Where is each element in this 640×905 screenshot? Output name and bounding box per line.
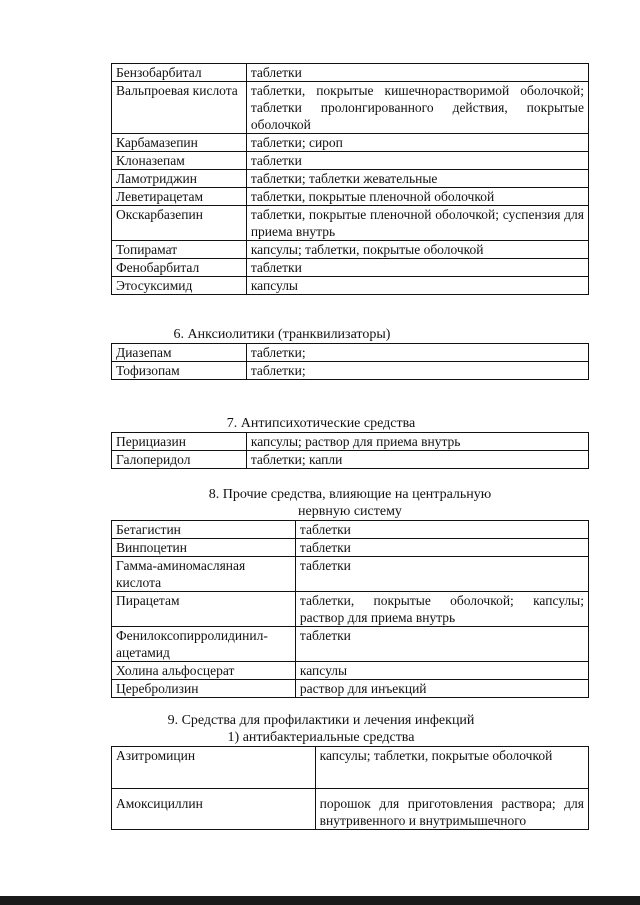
section-8-title: 8. Прочие средства, влияющие на центральную нервную систему (208, 487, 492, 519)
drug-form: капсулы; таблетки, покрытые оболочкой (315, 747, 588, 789)
drug-form: таблетки; сироп (246, 134, 588, 152)
drug-name: Холина альфосцерат (112, 662, 296, 680)
table-row (112, 188, 589, 206)
drug-name: Винпоцетин (112, 539, 296, 557)
drug-form: таблетки (295, 557, 588, 592)
section-9-title: 9. Средства для профилактики и лечения инфекций (167, 713, 475, 728)
drug-name: Гамма-аминомасляная кислота (112, 557, 296, 592)
anticonvulsants-table (111, 63, 589, 295)
drug-form: таблетки; (246, 344, 588, 362)
drug-name: Бензобарбитал (112, 64, 247, 82)
table-row (112, 662, 589, 680)
drug-name: Вальпроевая кислота (112, 82, 247, 134)
drug-name: Ламотриджин (112, 170, 247, 188)
drug-form: таблетки; таблетки жевательные (246, 170, 588, 188)
drug-form: капсулы (295, 662, 588, 680)
drug-form: капсулы (246, 277, 588, 295)
table-row (112, 627, 589, 662)
section-9-table (111, 746, 589, 830)
table-row (112, 152, 589, 170)
table-row (112, 521, 589, 539)
drug-name: Диазепам (112, 344, 247, 362)
drug-form: таблетки, покрытые оболочкой; капсулы; раствор для приема внутрь (295, 592, 588, 627)
section-9-subtitle: 1) антибактериальные средства (227, 730, 415, 745)
drug-form: таблетки (246, 259, 588, 277)
drug-form: таблетки (295, 539, 588, 557)
drug-form: таблетки; (246, 362, 588, 380)
scan-edge-bar (0, 896, 640, 905)
drug-form: таблетки; капли (246, 451, 588, 469)
table-row (112, 433, 589, 451)
table-row (112, 680, 589, 698)
drug-name: Карбамазепин (112, 134, 247, 152)
drug-name: Тофизопам (112, 362, 247, 380)
drug-name: Амоксициллин (112, 789, 316, 830)
drug-name: Пирацетам (112, 592, 296, 627)
table-row (112, 747, 589, 789)
drug-form: таблетки, покрытые кишечнорастворимой оболочкой; таблетки пролонгированного действия, покрытые оболочкой (246, 82, 588, 134)
drug-form: раствор для инъекций (295, 680, 588, 698)
drug-form: таблетки, покрытые пленочной оболочкой; суспензия для приема внутрь (246, 206, 588, 241)
drug-name: Топирамат (112, 241, 247, 259)
drug-name: Перициазин (112, 433, 247, 451)
section-6-table (111, 343, 589, 380)
drug-name: Бетагистин (112, 521, 296, 539)
drug-form: таблетки (295, 521, 588, 539)
drug-name: Галоперидол (112, 451, 247, 469)
drug-name: Леветирацетам (112, 188, 247, 206)
table-row (112, 170, 589, 188)
table-row (112, 557, 589, 592)
section-7-title: 7. Антипсихотические средства (226, 416, 416, 431)
drug-name: Азитромицин (112, 747, 316, 789)
drug-name: Окскарбазепин (112, 206, 247, 241)
table-row (112, 451, 589, 469)
section-7-table (111, 432, 589, 469)
drug-name: Клоназепам (112, 152, 247, 170)
table-row (112, 539, 589, 557)
table-row (112, 134, 589, 152)
drug-form: таблетки (246, 152, 588, 170)
table-row (112, 362, 589, 380)
table-row (112, 789, 589, 830)
table-row (112, 277, 589, 295)
drug-form: капсулы; раствор для приема внутрь (246, 433, 588, 451)
drug-form: таблетки, покрытые пленочной оболочкой (246, 188, 588, 206)
drug-name: Церебролизин (112, 680, 296, 698)
table-row (112, 344, 589, 362)
table-row (112, 592, 589, 627)
drug-form: таблетки (295, 627, 588, 662)
section-8-table (111, 520, 589, 698)
drug-name: Этосуксимид (112, 277, 247, 295)
drug-form: капсулы; таблетки, покрытые оболочкой (246, 241, 588, 259)
drug-form: порошок для приготовления раствора; для внутривенного и внутримышечного (315, 789, 588, 830)
table-row (112, 64, 589, 82)
section-6-title: 6. Анксиолитики (транквилизаторы) (173, 327, 391, 342)
drug-name: Фенобарбитал (112, 259, 247, 277)
drug-name: Фенилоксопирролидинил-ацетамид (112, 627, 296, 662)
table-row (112, 206, 589, 241)
table-row (112, 241, 589, 259)
drug-form: таблетки (246, 64, 588, 82)
table-row (112, 82, 589, 134)
table-row (112, 259, 589, 277)
